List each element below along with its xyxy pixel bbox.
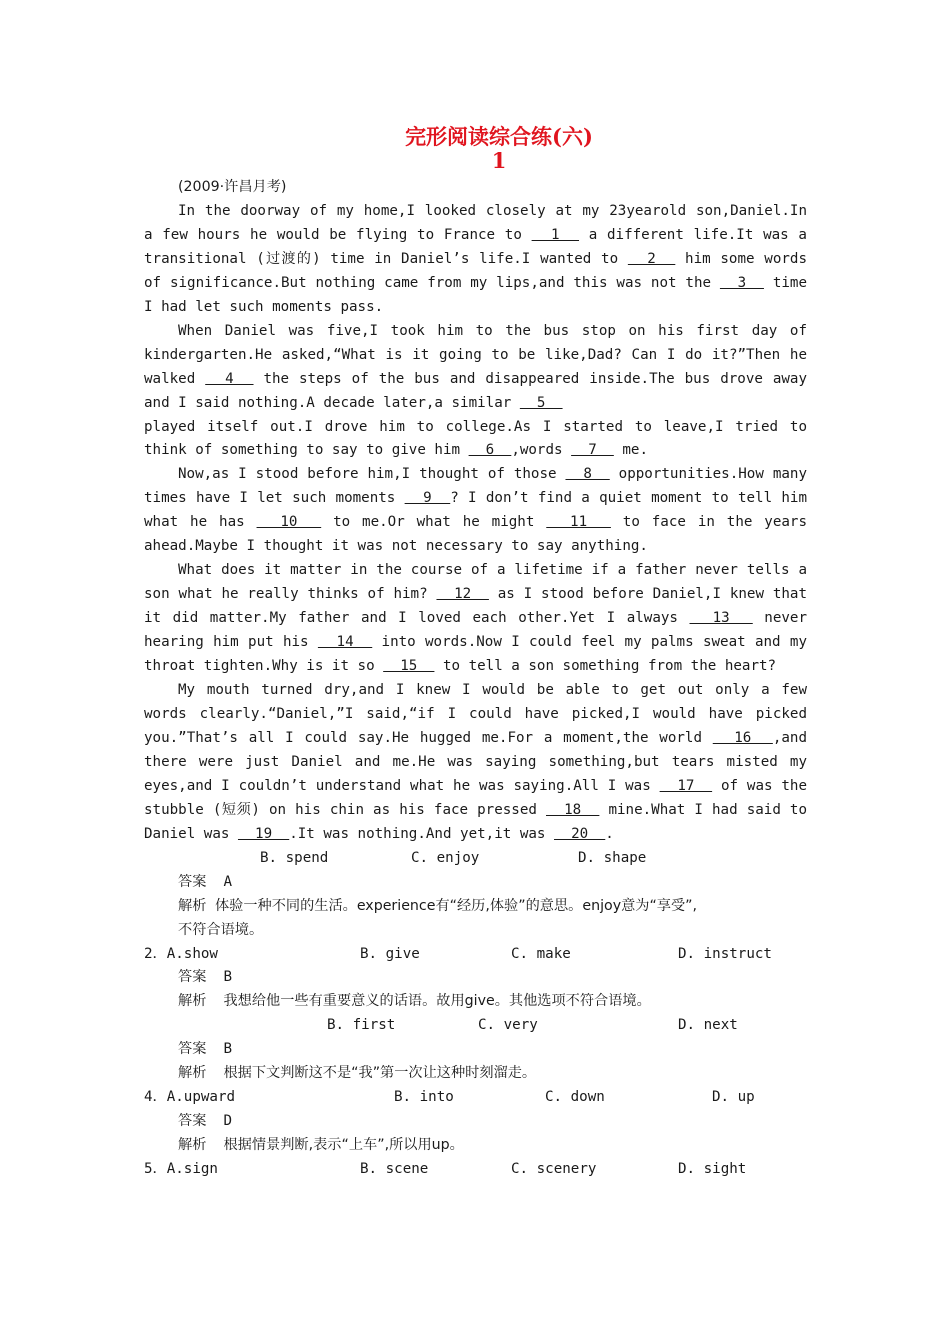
question-4-analysis: 解析 根据情景判断,表示“上车”,所以用up。 — [178, 1137, 464, 1154]
blank-19: 19 — [237, 825, 290, 842]
question-3-answer: 答案 B — [178, 1041, 233, 1058]
question-1-analysis-cont: 不符合语境。 — [178, 921, 264, 938]
blank-6: 6 — [468, 442, 512, 459]
blank-2: 2 — [627, 250, 676, 267]
blank-16: 16 — [712, 729, 773, 746]
blank-10: 10 — [256, 514, 322, 531]
source-line: (2009·许昌月考) — [178, 179, 287, 195]
blank-5: 5 — [519, 394, 563, 411]
blank-11: 11 — [546, 514, 611, 531]
blank-13: 13 — [689, 610, 753, 627]
question-1-answer: 答案 A — [178, 873, 233, 890]
question-3-options: B. first C. very D. next — [327, 1017, 738, 1034]
blank-8: 8 — [565, 466, 610, 483]
blank-15: 15 — [383, 658, 435, 675]
passage-paragraph-4: What does it matter in the course of a lifetime if a father never tells a son what he really thinks of him? 12 as I stood before Daniel,I knew that it did matter.My father and I loved each other.Yet I always 13 never hearing him put his 14 into words.Now I could feel my palms sweat and my throat tighten.Why is it so 15 to tell a son something from the heart? — [144, 562, 807, 675]
blank-7: 7 — [571, 442, 614, 459]
question-1-analysis: 解析 体验一种不同的生活。experience有“经历,体验”的意思。enjoy意为“享受”, — [178, 897, 698, 914]
blank-20: 20 — [554, 825, 606, 842]
blank-14: 14 — [317, 634, 373, 651]
document-subtitle: 1 — [491, 148, 507, 173]
blank-4: 4 — [205, 370, 254, 387]
document-title: 完形阅读综合练(六) — [405, 124, 593, 149]
blank-12: 12 — [436, 586, 489, 603]
question-3-analysis: 解析 根据下文判断这不是“我”第一次让这种时刻溜走。 — [178, 1065, 537, 1082]
passage-paragraph-2: When Daniel was five,I took him to the bus stop on his first day of kindergarten.He asked,“What is it going to be like,Dad? Can I do it?”Then he walked 4 the steps of the bus and disappeared inside.The bus drove away and I said nothing.A decade later,a similar 5 played itself out.I drove him to college.As I started to leave,I tried to think of something to say to give him 6 ,words 7 me. — [144, 322, 808, 459]
question-4-answer: 答案 D — [178, 1113, 233, 1130]
blank-9: 9 — [404, 490, 451, 507]
passage-paragraph-1: In the doorway of my home,I looked closely at my 23yearold son,Daniel.In a few hours he would be flying to France to 1 a different life.It was a transitional (过渡的) time in Daniel’s life.I wanted to 2 him some words of significance.But nothing came from my lips,and this was not the 3 time I had let such moments pass. — [144, 202, 807, 315]
question-1-options: B. spend C. enjoy D. shape — [260, 849, 647, 866]
document-body — [144, 176, 807, 1182]
blank-1: 1 — [531, 226, 580, 243]
question-4-options: 4．A.upward B. into C. down D. up — [144, 1089, 755, 1106]
blank-3: 3 — [719, 274, 764, 291]
question-5-options: 5．A.sign B. scene C. scenery D. sight — [144, 1161, 747, 1178]
question-2-analysis: 解析 我想给他一些有重要意义的话语。故用give。其他选项不符合语境。 — [178, 993, 651, 1010]
blank-17: 17 — [659, 777, 713, 794]
passage-paragraph-3: Now,as I stood before him,I thought of those 8 opportunities.How many times have I let such moments 9 ? I don’t find a quiet moment to tell him what he has 10 to me.Or what he might 11 to face in the years ahead.Maybe I thought it was not necessary to say anything. — [144, 466, 808, 555]
passage-paragraph-5: My mouth turned dry,and I knew I would be able to get out only a few words clearly.“Daniel,”I said,“if I could have picked,I would have picked you.”That’s all I could say.He hugged me.For a moment,the world 16 ,and there were just Daniel and me.He was saying something,but tears misted my eyes,and I couldn’t understand what he was saying.All I was 17 of was the stubble (短须) on his chin as his face pressed 18 mine.What I had said to Daniel was 19 .It was nothing.And yet,it was 20 . — [144, 682, 808, 842]
question-2-options: 2．A.show B. give C. make D. instruct — [144, 945, 772, 962]
blank-18: 18 — [546, 801, 600, 818]
question-2-answer: 答案 B — [178, 969, 233, 986]
